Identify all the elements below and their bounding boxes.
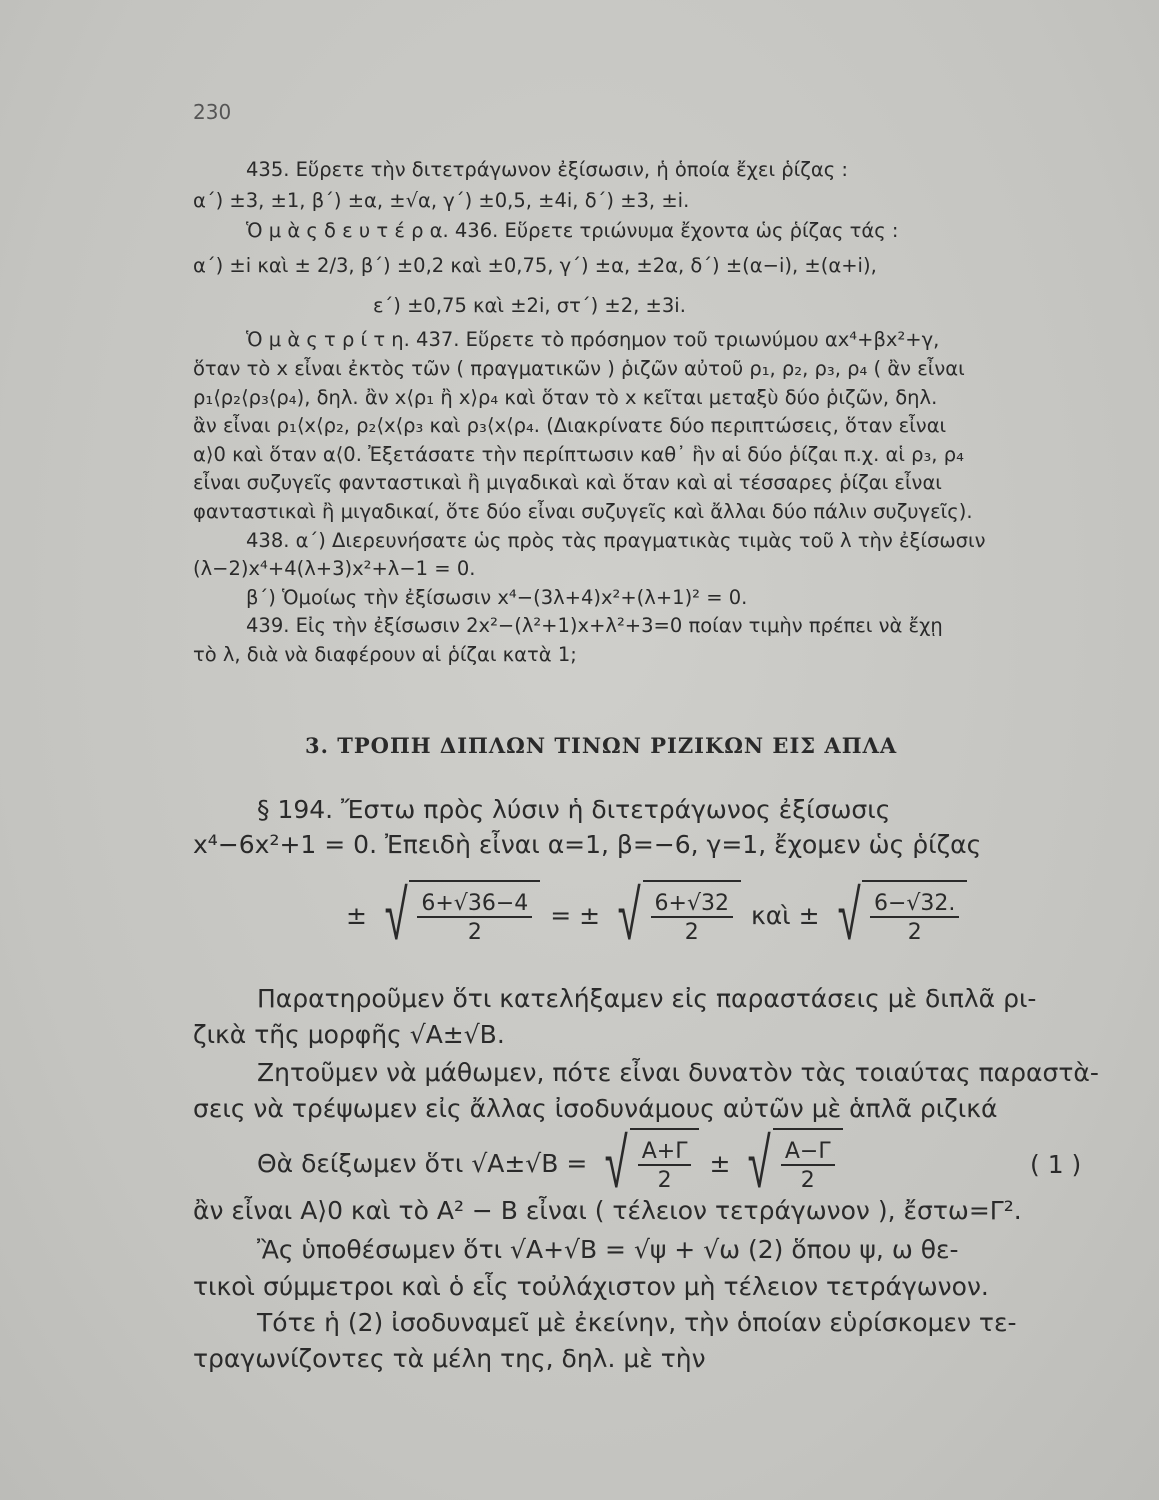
body-line: Ἂς ὑποθέσωμεν ὅτι √A+√B = √ψ + √ω (2) ὅπου ψ, ω θε- [257,1235,959,1264]
exercise-line: ε΄) ±0,75 καὶ ±2i, στ΄) ±2, ±3i. [373,294,686,317]
denominator: 2 [684,920,699,945]
body-line: Παρατηροῦμεν ὅτι κατελήξαμεν εἰς παραστάσεις μὲ διπλᾶ ρι- [257,984,1037,1013]
exercise-line: Ὁ μ ὰ ς δ ε υ τ έ ρ α. 436. Εὕρετε τριώνυμα ἔχοντα ὡς ῥίζας τάς : [246,219,899,242]
formula-roots [340,874,971,956]
formula-text: Θὰ δείξωμεν ὅτι √A±√B = [257,1148,588,1178]
denominator: 2 [800,1168,815,1193]
formula-text: ± [346,900,367,930]
formula-identity [257,1122,847,1204]
formula-text: καὶ ± [750,900,820,930]
equation-label: ( 1 ) [1030,1150,1082,1179]
radical-body [773,1128,843,1198]
body-line: τραγωνίζοντες τὰ μέλη της, δηλ. μὲ τὴν [193,1344,706,1373]
exercise-line: εἶναι συζυγεῖς φανταστικαὶ ἢ μιγαδικαὶ καὶ ὅταν καὶ αἱ τέσσαρες ῥίζαι εἶναι [193,471,942,494]
fraction [781,1139,835,1193]
denominator: 2 [467,920,482,945]
radical [597,1122,699,1204]
radical [830,874,968,956]
body-line: Ζητοῦμεν νὰ μάθωμεν, πότε εἶναι δυνατὸν τὰς τοιαύτας παραστὰ- [257,1058,1099,1087]
body-line: ζικὰ τῆς μορφῆς √A±√B. [193,1020,505,1049]
numerator: 6+√32 [651,891,733,918]
radical [740,1122,842,1204]
numerator: A−Γ [781,1139,835,1166]
exercise-line: α⟩0 καὶ ὅταν α⟨0. Ἐξετάσατε τὴν περίπτωσιν καθ᾽ ἣν αἱ δύο ῥίζαι π.χ. αἱ ρ₃, ρ₄ [193,443,964,466]
denominator: 2 [657,1168,672,1193]
body-line: § 194. Ἔστω πρὸς λύσιν ἡ διτετράγωνος ἐξίσωσις [257,795,891,824]
denominator: 2 [907,920,922,945]
exercise-line: 438. α΄) Διερευνήσατε ὡς πρὸς τὰς πραγματικὰς τιμὰς τοῦ λ τὴν ἐξίσωσιν [246,529,986,552]
radical-sign: √ [604,1122,629,1204]
fraction [638,1139,692,1193]
radical-body [643,880,741,950]
exercise-line: ρ₁⟨ρ₂⟨ρ₃⟨ρ₄), δηλ. ἂν x⟨ρ₁ ἢ x⟩ρ₄ καὶ ὅταν τὸ x κεῖται μεταξὺ δύο ῥιζῶν, δηλ. [193,386,938,409]
radical-body [630,1128,700,1198]
page-number: 230 [193,100,232,124]
section-heading: 3. ΤΡΟΠΗ ΔΙΠΛΩΝ ΤΙΝΩΝ ΡΙΖΙΚΩΝ ΕΙΣ ΑΠΛΑ [305,733,898,758]
fraction [417,891,532,945]
exercise-line: ἂν εἶναι ρ₁⟨x⟨ρ₂, ρ₂⟨x⟨ρ₃ καὶ ρ₃⟨x⟨ρ₄. (Διακρίνατε δύο περιπτώσεις, ὅταν εἶναι [193,414,947,437]
exercise-line: Ὁ μ ὰ ς τ ρ ί τ η. 437. Εὕρετε τὸ πρόσημον τοῦ τριωνύμου αx⁴+βx²+γ, [246,328,940,351]
radical-sign: √ [617,874,641,956]
formula-text: = ± [550,900,601,930]
exercise-line: φανταστικαὶ ἢ μιγαδικαί, ὅτε δύο εἶναι συζυγεῖς καὶ ἄλλαι δύο πάλιν συζυγεῖς). [193,500,973,523]
exercise-line: ὅταν τὸ x εἶναι ἐκτὸς τῶν ( πραγματικῶν ) ῥιζῶν αὐτοῦ ρ₁, ρ₂, ρ₃, ρ₄ ( ἂν εἶναι [193,357,965,380]
exercise-line: α΄) ±i καὶ ± 2/3, β΄) ±0,2 καὶ ±0,75, γ΄) ±α, ±2α, δ΄) ±(α−i), ±(α+i), [193,254,877,277]
radical-body [409,880,540,950]
radical [610,874,741,956]
body-line: Τότε ἡ (2) ἰσοδυναμεῖ μὲ ἐκείνην, τὴν ὁποίαν εὑρίσκομεν τε- [257,1308,1017,1337]
body-line: ἂν εἶναι A⟩0 καὶ τὸ A² − B εἶναι ( τέλειον τετράγωνον ), ἔστω=Γ². [193,1196,1022,1225]
body-line: σεις νὰ τρέψωμεν εἰς ἄλλας ἰσοδυνάμους αὐτῶν μὲ ἁπλᾶ ριζικά [193,1094,998,1123]
radical [377,874,540,956]
radical-sign: √ [837,874,861,956]
numerator: 6−√32. [870,891,959,918]
body-line: x⁴−6x²+1 = 0. Ἐπειδὴ εἶναι α=1, β=−6, γ=1, ἔχομεν ὡς ῥίζας [193,830,982,859]
radical-sign: √ [384,874,408,956]
fraction [651,891,733,945]
exercise-line: β΄) Ὁμοίως τὴν ἐξίσωσιν x⁴−(3λ+4)x²+(λ+1)² = 0. [246,586,748,609]
fraction [870,891,959,945]
exercise-line: 439. Εἰς τὴν ἐξίσωσιν 2x²−(λ²+1)x+λ²+3=0 ποίαν τιμὴν πρέπει νὰ ἔχῃ [246,614,943,637]
formula-text: ± [709,1148,731,1178]
body-line: τικοὶ σύμμετροι καὶ ὁ εἷς τοὐλάχιστον μὴ τέλειον τετράγωνον. [193,1272,989,1301]
exercise-line: 435. Εὕρετε τὴν διτετράγωνον ἐξίσωσιν, ἡ ὁποία ἔχει ῥίζας : [246,158,848,181]
exercise-line: (λ−2)x⁴+4(λ+3)x²+λ−1 = 0. [193,557,476,580]
numerator: A+Γ [638,1139,692,1166]
exercise-line: τὸ λ, διὰ νὰ διαφέρουν αἱ ῥίζαι κατὰ 1; [193,643,577,666]
exercise-line: α΄) ±3, ±1, β΄) ±α, ±√α, γ΄) ±0,5, ±4i, δ΄) ±3, ±i. [193,189,690,212]
radical-body [862,880,967,950]
numerator: 6+√36−4 [417,891,532,918]
radical-sign: √ [748,1122,772,1204]
